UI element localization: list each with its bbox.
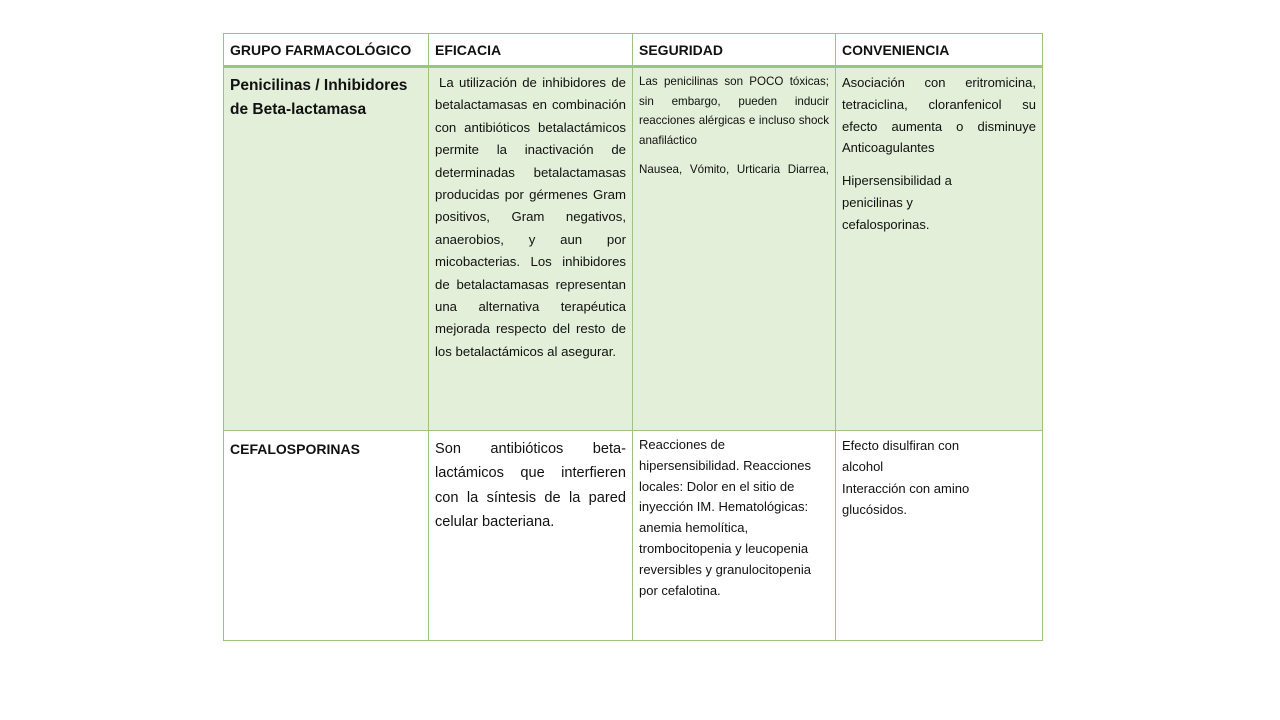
cell-group bbox=[224, 67, 429, 431]
pharmacology-table bbox=[223, 33, 1043, 641]
cell-group bbox=[224, 431, 429, 641]
table-row-penicilinas bbox=[224, 67, 1043, 431]
cell-convenience bbox=[836, 67, 1043, 431]
convenience-text: Interacción con amino glucósidos. bbox=[842, 480, 970, 517]
safety-text: Reacciones de hipersensibilidad. Reacciones locales: Dolor en el sitio de inyección IM. Hematológicas: anemia hemolítica, trombocitopenia y leucopenia reversibles y granulocitopenia por cefalotina. bbox=[639, 437, 811, 598]
header-efficacy: EFICACIA bbox=[429, 34, 633, 67]
convenience-text: Hipersensibilidad a penicilinas y cefalosporinas. bbox=[842, 173, 952, 232]
group-name: CEFALOSPORINAS bbox=[230, 441, 360, 457]
table-header-row bbox=[224, 34, 1043, 67]
convenience-text: Asociación con eritromicina, tetraciclina, cloranfenicol su efecto aumenta o disminuye Anticoagulantes bbox=[842, 75, 1036, 156]
group-name: Penicilinas / Inhibidores de Beta-lactamasa bbox=[230, 77, 408, 118]
table-row-cefalosporinas bbox=[224, 431, 1043, 641]
cell-efficacy bbox=[429, 431, 633, 641]
safety-text: Nausea, Vómito, Urticaria Diarrea, bbox=[639, 163, 829, 176]
cell-safety bbox=[633, 431, 836, 641]
header-safety: SEGURIDAD bbox=[633, 34, 836, 67]
convenience-text: Efecto disulfiran con alcohol bbox=[842, 438, 960, 475]
safety-text: Las penicilinas son POCO tóxicas; sin embargo, pueden inducir reacciones alérgicas e incluso shock anafiláctico bbox=[639, 75, 829, 147]
cell-convenience bbox=[836, 431, 1043, 641]
header-group: GRUPO FARMACOLÓGICO bbox=[224, 34, 429, 67]
header-convenience: CONVENIENCIA bbox=[836, 34, 1043, 67]
cell-safety bbox=[633, 67, 836, 431]
efficacy-text: Son antibióticos beta-lactámicos que interfieren con la síntesis de la pared celular bacteriana. bbox=[435, 441, 626, 531]
efficacy-text: La utilización de inhibidores de betalactamasas en combinación con antibióticos betalactámicos permite la inactivación de determinadas betalactamasas producidas por gérmenes Gram positivos, Gram negativos, anaerobios, y aun por micobacterias. Los inhibidores de betalactamasas representan una alternativa terapéutica mejorada respecto del resto de los betalactámicos al asegurar. bbox=[435, 75, 626, 359]
cell-efficacy bbox=[429, 67, 633, 431]
